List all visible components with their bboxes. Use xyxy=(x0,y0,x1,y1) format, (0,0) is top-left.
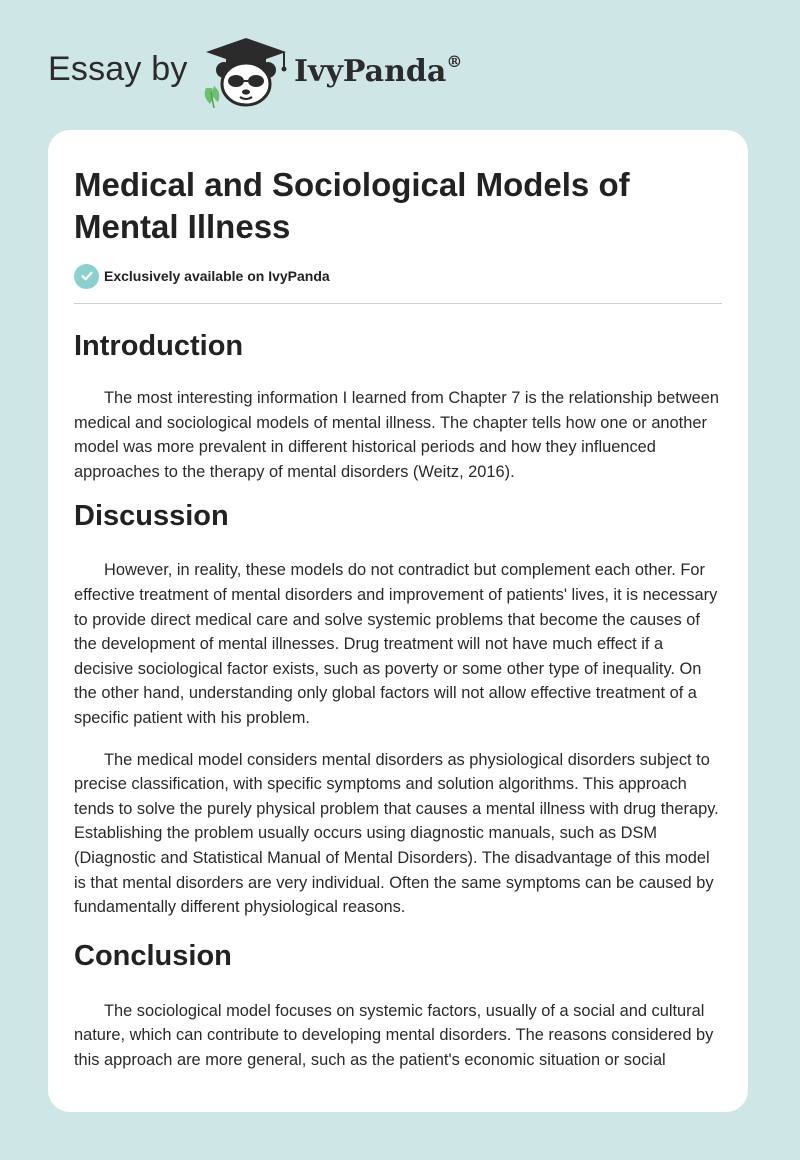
brand-name[interactable]: IvyPanda® xyxy=(294,52,463,89)
paragraph: The sociological model focuses on systemic factors, usually of a social and cultural nature, which can contribute to developing mental disorders. The reasons considered by this approach are more general, such as the patient's economic situation or social xyxy=(74,1001,714,1069)
registered-mark: ® xyxy=(446,52,463,71)
section-heading-discussion: Discussion xyxy=(74,500,229,533)
essay-body xyxy=(74,320,722,1072)
section-heading-introduction: Introduction xyxy=(74,330,244,362)
essay-card xyxy=(48,130,748,1112)
site-header xyxy=(48,36,508,108)
check-circle-icon xyxy=(74,264,99,289)
essay-by-label: Essay by xyxy=(48,50,188,88)
section-heading-conclusion: Conclusion xyxy=(74,939,232,972)
essay-title: Medical and Sociological Models of Mental Illness xyxy=(74,166,630,245)
badge-text: Exclusively available on IvyPanda xyxy=(104,268,330,284)
divider xyxy=(74,303,722,304)
panda-logo-icon[interactable] xyxy=(200,36,292,108)
paragraph: The most interesting information I learned from Chapter 7 is the relationship between medical and sociological models of mental illness. The chapter tells how one or another model was more prevalent in different historical periods and how they influenced approaches to the therapy of mental disorders (Weitz, 2016). xyxy=(74,389,719,481)
exclusive-badge xyxy=(74,263,330,289)
paragraph: The medical model considers mental disorders as physiological disorders subject to precise classification, with specific symptoms and solution algorithms. This approach tends to solve the purely physical problem that causes a mental illness with drug therapy. Establishing the problem usually occurs using diagnostic manuals, such as DSM (Diagnostic and Statistical Manual of Mental Disorders). The disadvantage of this model is that mental disorders are very individual. Often the same symptoms can be caused by fundamentally different physiological reasons. xyxy=(74,750,719,917)
paragraph: However, in reality, these models do not contradict but complement each other. For effective treatment of mental disorders and improvement of patients' lives, it is necessary to provide direct medical care and solve systemic problems that become the causes of the development of mental illnesses. Drug treatment will not have much effect if a decisive sociological factor exists, such as poverty or some other type of inequality. On the other hand, understanding only global factors will not allow effective treatment of a specific patient with his problem. xyxy=(74,561,718,727)
